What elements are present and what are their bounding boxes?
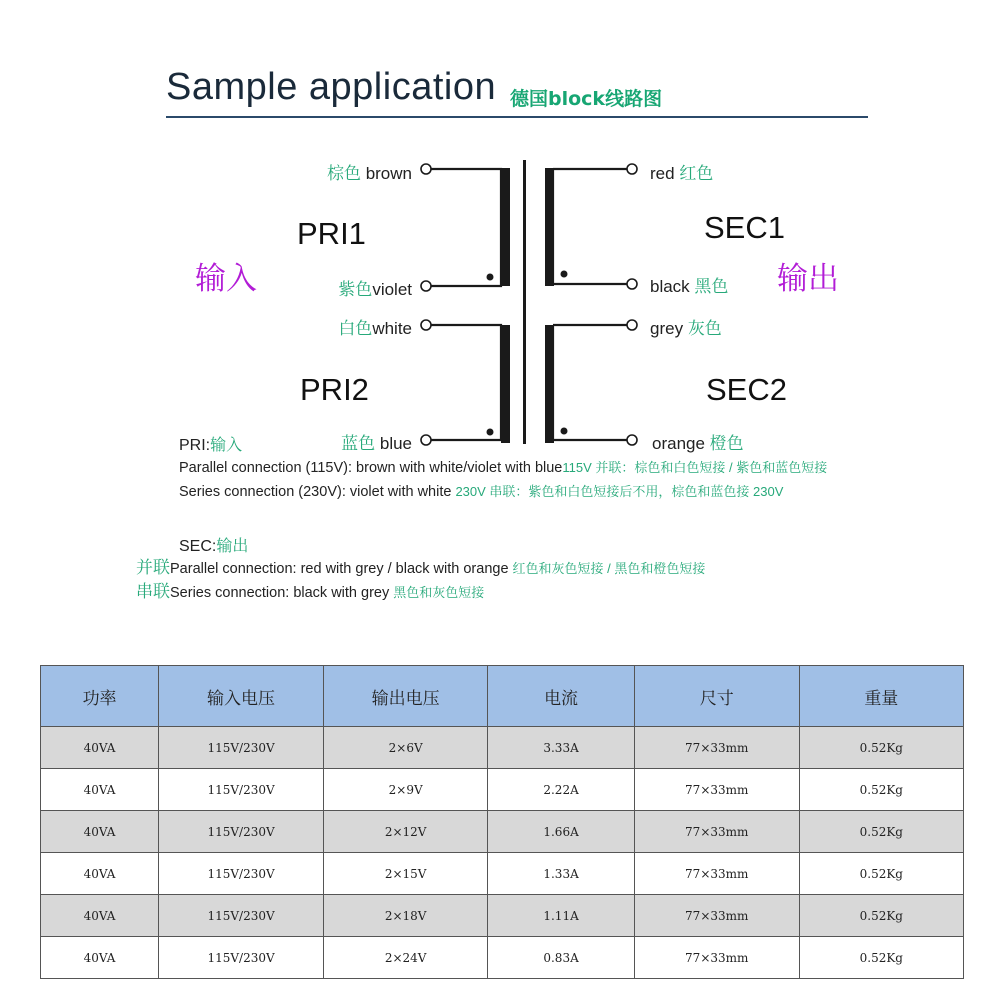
cell-size: 77×33mm [634,727,799,769]
cell-size: 77×33mm [634,937,799,979]
wire-label-white: 白色white [338,319,412,338]
terminal-black [627,279,637,289]
header-input-voltage: 输入电压 [159,666,324,727]
cell-input-voltage: 115V/230V [159,895,324,937]
cell-size: 77×33mm [634,769,799,811]
cell-weight: 0.52Kg [799,769,963,811]
table-row [41,727,964,769]
spec-table [40,665,964,979]
terminals [421,164,637,445]
cell-weight: 0.52Kg [799,727,963,769]
polarity-dots [487,271,568,436]
header-size: 尺寸 [634,666,799,727]
header-current: 电流 [488,666,635,727]
pri-heading: PRI:输入 [179,437,243,454]
cell-power: 40VA [41,895,159,937]
cell-current: 2.22A [488,769,635,811]
cell-size: 77×33mm [634,895,799,937]
table-row [41,769,964,811]
cell-current: 1.11A [488,895,635,937]
pri2-winding [431,325,501,440]
terminal-grey [627,320,637,330]
cell-output-voltage: 2×24V [323,937,487,979]
terminal-brown [421,164,431,174]
pri1-label: PRI1 [297,216,366,251]
terminal-red [627,164,637,174]
sec-parallel-note: 并联Parallel connection: red with grey / black with orange 红色和灰色短接 / 黑色和橙色短接 [136,558,706,577]
wire-label-black: black 黑色 [650,277,729,296]
cell-input-voltage: 115V/230V [159,853,324,895]
cell-weight: 0.52Kg [799,853,963,895]
sec2-dot [561,428,568,435]
pri2-core-bar [501,325,510,443]
sec2-label: SEC2 [706,372,787,407]
cell-current: 3.33A [488,727,635,769]
pri1-core-bar [501,168,510,286]
cell-input-voltage: 115V/230V [159,811,324,853]
pri1-winding [431,169,501,286]
pri2-dot [487,429,494,436]
sec2-winding-a [553,325,627,440]
table-row [41,811,964,853]
input-label: 输入 [195,261,257,297]
sec1-dot [561,271,568,278]
output-label: 输出 [777,261,839,297]
page-title: Sample application [166,66,497,108]
sec-series-note: 串联Series connection: black with grey 黑色和灰色短接 [136,582,485,601]
cell-output-voltage: 2×6V [323,727,487,769]
table-row [41,853,964,895]
core-centerline [523,160,526,444]
terminal-orange [627,435,637,445]
pri2-label: PRI2 [300,372,369,407]
wire-label-violet: 紫色violet [338,280,412,299]
header-power: 功率 [41,666,159,727]
sec-heading: SEC:输出 [179,538,249,555]
cell-input-voltage: 115V/230V [159,769,324,811]
cell-input-voltage: 115V/230V [159,727,324,769]
pri-series-note: Series connection (230V): violet with white 230V 串联：紫色和白色短接后不用，棕色和蓝色接 230V [179,484,784,500]
sec1-winding-a [553,169,627,284]
cell-weight: 0.52Kg [799,811,963,853]
cell-power: 40VA [41,853,159,895]
terminal-violet [421,281,431,291]
sec1-label: SEC1 [704,210,785,245]
cell-power: 40VA [41,769,159,811]
table-header-row [41,666,964,727]
wire-label-orange: orange 橙色 [652,434,744,453]
cell-output-voltage: 2×12V [323,811,487,853]
page-subtitle: 德国block线路图 [510,88,663,110]
terminal-blue [421,435,431,445]
wire-label-brown: 棕色 brown [326,164,412,183]
cell-output-voltage: 2×15V [323,853,487,895]
primary-windings [431,169,627,440]
cell-input-voltage: 115V/230V [159,937,324,979]
cell-power: 40VA [41,727,159,769]
transformer-core [501,160,554,444]
cell-weight: 0.52Kg [799,937,963,979]
cell-size: 77×33mm [634,811,799,853]
cell-power: 40VA [41,937,159,979]
cell-output-voltage: 2×9V [323,769,487,811]
cell-size: 77×33mm [634,853,799,895]
wire-label-red: red 红色 [650,164,714,183]
table-row [41,937,964,979]
pri1-dot [487,274,494,281]
wire-label-grey: grey 灰色 [650,319,722,338]
cell-power: 40VA [41,811,159,853]
cell-current: 1.33A [488,853,635,895]
wire-label-blue: 蓝色 blue [341,434,412,453]
cell-weight: 0.52Kg [799,895,963,937]
terminal-white [421,320,431,330]
header-output-voltage: 输出电压 [323,666,487,727]
cell-output-voltage: 2×18V [323,895,487,937]
cell-current: 1.66A [488,811,635,853]
pri-parallel-note: Parallel connection (115V): brown with white/violet with blue115V 并联：棕色和白色短接 / 紫色和蓝色短接 [179,460,828,476]
header-weight: 重量 [799,666,963,727]
cell-current: 0.83A [488,937,635,979]
table-row [41,895,964,937]
